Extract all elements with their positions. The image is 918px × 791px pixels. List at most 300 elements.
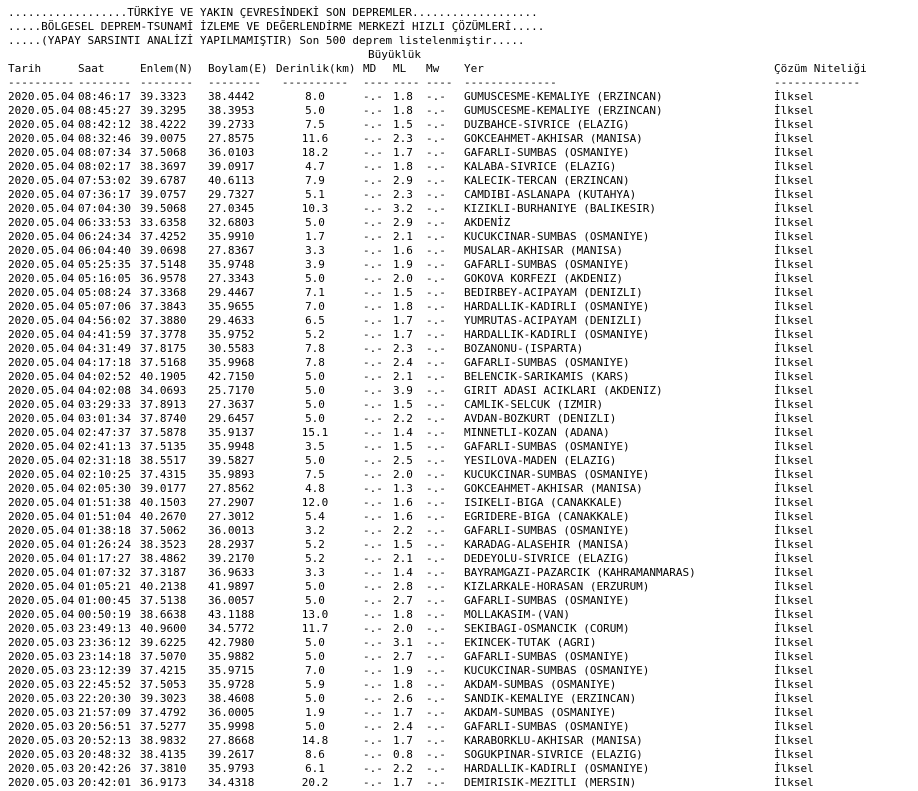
cell-enlem: 37.3810 — [140, 762, 187, 775]
cell-ml: 3.9 — [393, 384, 413, 397]
cell-md: -.- — [363, 412, 383, 425]
cell-enlem: 37.8913 — [140, 398, 187, 411]
cell-tarih: 2020.05.04 — [8, 370, 75, 383]
table-row — [8, 230, 918, 244]
cell-yer: HARDALLIK-KADIRLI (OSMANIYE) — [464, 328, 650, 341]
cell-ml: 1.5 — [393, 398, 413, 411]
cell-md: -.- — [363, 692, 383, 705]
col-yer: Yer — [464, 62, 484, 75]
cell-ml: 2.3 — [393, 342, 413, 355]
cell-mw: -.- — [426, 90, 446, 103]
cell-boylam: 27.3343 — [208, 272, 255, 285]
cell-tarih: 2020.05.04 — [8, 146, 75, 159]
cell-cozum: İlksel — [774, 580, 814, 593]
cell-yer: KUCUKCINAR-SUMBAS (OSMANIYE) — [464, 230, 650, 243]
cell-yer: SEKIBAGI-OSMANCIK (CORUM) — [464, 622, 630, 635]
cell-enlem: 37.3187 — [140, 566, 187, 579]
cell-mw: -.- — [426, 776, 446, 789]
cell-boylam: 35.9715 — [208, 664, 255, 677]
cell-yer: EGRIDERE-BIGA (CANAKKALE) — [464, 510, 630, 523]
cell-ml: 3.1 — [393, 636, 413, 649]
cell-md: -.- — [363, 510, 383, 523]
cell-ml: 2.9 — [393, 174, 413, 187]
cell-tarih: 2020.05.04 — [8, 272, 75, 285]
cell-enlem: 36.9173 — [140, 776, 187, 789]
cell-cozum: İlksel — [774, 426, 814, 439]
cell-tarih: 2020.05.03 — [8, 748, 75, 761]
cell-saat: 01:26:24 — [78, 538, 131, 551]
cell-mw: -.- — [426, 594, 446, 607]
col-saat: Saat — [78, 62, 105, 75]
cell-ml: 1.8 — [393, 104, 413, 117]
cell-ml: 2.1 — [393, 552, 413, 565]
cell-boylam: 30.5583 — [208, 342, 255, 355]
cell-yer: DUZBAHCE-SIVRICE (ELAZIG) — [464, 118, 630, 131]
sep-yer: -------------- — [464, 76, 557, 89]
cell-boylam: 35.9968 — [208, 356, 255, 369]
cell-mw: -.- — [426, 636, 446, 649]
cell-mw: -.- — [426, 398, 446, 411]
cell-enlem: 37.5068 — [140, 146, 187, 159]
cell-cozum: İlksel — [774, 146, 814, 159]
cell-ml: 1.8 — [393, 678, 413, 691]
cell-enlem: 38.9832 — [140, 734, 187, 747]
cell-enlem: 40.9600 — [140, 622, 187, 635]
cell-saat: 02:05:30 — [78, 482, 131, 495]
cell-derinlik: 3.9 — [305, 258, 325, 271]
cell-saat: 05:07:06 — [78, 300, 131, 313]
col-derinlik: Derinlik(km) — [276, 62, 356, 75]
cell-enlem: 33.6358 — [140, 216, 187, 229]
cell-yer: GUMUSCESME-KEMALIYE (ERZINCAN) — [464, 104, 663, 117]
col-enlem: Enlem(N) — [140, 62, 193, 75]
cell-ml: 1.5 — [393, 440, 413, 453]
cell-saat: 04:31:49 — [78, 342, 131, 355]
table-row — [8, 314, 918, 328]
cell-yer: KALECIK-TERCAN (ERZINCAN) — [464, 174, 630, 187]
cell-enlem: 39.0177 — [140, 482, 187, 495]
cell-ml: 2.6 — [393, 692, 413, 705]
cell-yer: MOLLAKASIM-(VAN) — [464, 608, 570, 621]
cell-md: -.- — [363, 244, 383, 257]
cell-enlem: 38.4862 — [140, 552, 187, 565]
cell-mw: -.- — [426, 174, 446, 187]
cell-saat: 01:38:18 — [78, 524, 131, 537]
cell-cozum: İlksel — [774, 356, 814, 369]
cell-tarih: 2020.05.04 — [8, 524, 75, 537]
cell-derinlik: 14.8 — [301, 734, 329, 747]
cell-mw: -.- — [426, 216, 446, 229]
cell-boylam: 36.0013 — [208, 524, 255, 537]
cell-derinlik: 10.3 — [301, 202, 329, 215]
cell-cozum: İlksel — [774, 510, 814, 523]
cell-yer: KUCUKCINAR-SUMBAS (OSMANIYE) — [464, 468, 650, 481]
cell-enlem: 39.3295 — [140, 104, 187, 117]
cell-md: -.- — [363, 664, 383, 677]
cell-cozum: İlksel — [774, 734, 814, 747]
cell-cozum: İlksel — [774, 300, 814, 313]
table-row — [8, 454, 918, 468]
cell-cozum: İlksel — [774, 440, 814, 453]
cell-enlem: 38.3697 — [140, 160, 187, 173]
cell-ml: 1.3 — [393, 482, 413, 495]
cell-mw: -.- — [426, 608, 446, 621]
cell-enlem: 38.3523 — [140, 538, 187, 551]
cell-tarih: 2020.05.04 — [8, 566, 75, 579]
cell-yer: AKDENİZ — [464, 216, 511, 229]
cell-ml: 1.5 — [393, 118, 413, 131]
cell-ml: 0.8 — [393, 748, 413, 761]
cell-enlem: 40.1503 — [140, 496, 187, 509]
cell-ml: 1.7 — [393, 776, 413, 789]
cell-enlem: 37.5135 — [140, 440, 187, 453]
cell-boylam: 35.9748 — [208, 258, 255, 271]
cell-saat: 02:10:25 — [78, 468, 131, 481]
cell-derinlik: 5.0 — [305, 454, 325, 467]
cell-md: -.- — [363, 580, 383, 593]
cell-yer: KALABA-SIVRICE (ELAZIG) — [464, 160, 617, 173]
cell-derinlik: 3.3 — [305, 244, 325, 257]
cell-derinlik: 11.6 — [301, 132, 329, 145]
cell-derinlik: 5.0 — [305, 594, 325, 607]
cell-tarih: 2020.05.04 — [8, 384, 75, 397]
cell-enlem: 39.0757 — [140, 188, 187, 201]
cell-md: -.- — [363, 384, 383, 397]
separator-row — [8, 76, 918, 90]
cell-yer: SANDIK-KEMALIYE (ERZINCAN) — [464, 692, 637, 705]
sep-enlem: -------- — [140, 76, 193, 89]
cell-yer: KIZIKLI-BURHANIYE (BALIKESIR) — [464, 202, 657, 215]
cell-yer: GOKCEAHMET-AKHISAR (MANISA) — [464, 482, 643, 495]
cell-tarih: 2020.05.04 — [8, 552, 75, 565]
cell-cozum: İlksel — [774, 286, 814, 299]
cell-derinlik: 13.0 — [301, 608, 329, 621]
cell-ml: 2.2 — [393, 762, 413, 775]
cell-ml: 2.3 — [393, 188, 413, 201]
cell-mw: -.- — [426, 454, 446, 467]
cell-enlem: 39.3323 — [140, 90, 187, 103]
cell-md: -.- — [363, 538, 383, 551]
cell-boylam: 28.2937 — [208, 538, 255, 551]
table-row — [8, 384, 918, 398]
cell-cozum: İlksel — [774, 244, 814, 257]
cell-yer: GOKOVA KORFEZI (AKDENIZ) — [464, 272, 623, 285]
cell-enlem: 37.4315 — [140, 468, 187, 481]
table-row — [8, 356, 918, 370]
cell-saat: 23:49:13 — [78, 622, 131, 635]
table-row — [8, 636, 918, 650]
cell-tarih: 2020.05.04 — [8, 398, 75, 411]
cell-enlem: 40.1905 — [140, 370, 187, 383]
table-row — [8, 440, 918, 454]
cell-ml: 2.2 — [393, 412, 413, 425]
cell-cozum: İlksel — [774, 230, 814, 243]
cell-md: -.- — [363, 636, 383, 649]
cell-saat: 01:05:21 — [78, 580, 131, 593]
cell-tarih: 2020.05.03 — [8, 678, 75, 691]
cell-md: -.- — [363, 328, 383, 341]
cell-ml: 2.8 — [393, 580, 413, 593]
cell-tarih: 2020.05.03 — [8, 692, 75, 705]
cell-cozum: İlksel — [774, 454, 814, 467]
cell-tarih: 2020.05.03 — [8, 720, 75, 733]
cell-tarih: 2020.05.04 — [8, 454, 75, 467]
cell-derinlik: 5.0 — [305, 636, 325, 649]
cell-yer: HARDALLIK-KADIRLI (OSMANIYE) — [464, 300, 650, 313]
cell-md: -.- — [363, 776, 383, 789]
cell-yer: KUCUKCINAR-SUMBAS (OSMANIYE) — [464, 664, 650, 677]
cell-ml: 2.4 — [393, 356, 413, 369]
cell-cozum: İlksel — [774, 524, 814, 537]
cell-saat: 08:07:34 — [78, 146, 131, 159]
cell-saat: 22:20:30 — [78, 692, 131, 705]
cell-md: -.- — [363, 356, 383, 369]
cell-saat: 04:02:52 — [78, 370, 131, 383]
cell-derinlik: 6.5 — [305, 314, 325, 327]
cell-cozum: İlksel — [774, 538, 814, 551]
cell-boylam: 34.5772 — [208, 622, 255, 635]
cell-saat: 01:00:45 — [78, 594, 131, 607]
cell-ml: 1.6 — [393, 496, 413, 509]
cell-enlem: 39.6787 — [140, 174, 187, 187]
cell-boylam: 40.6113 — [208, 174, 255, 187]
cell-tarih: 2020.05.04 — [8, 342, 75, 355]
cell-mw: -.- — [426, 650, 446, 663]
cell-yer: HARDALLIK-KADIRLI (OSMANIYE) — [464, 762, 650, 775]
cell-mw: -.- — [426, 272, 446, 285]
cell-md: -.- — [363, 762, 383, 775]
cell-derinlik: 4.7 — [305, 160, 325, 173]
cell-derinlik: 1.9 — [305, 706, 325, 719]
cell-ml: 1.4 — [393, 426, 413, 439]
cell-yer: GAFARLI-SUMBAS (OSMANIYE) — [464, 720, 630, 733]
cell-yer: AKDAM-SUMBAS (OSMANIYE) — [464, 706, 617, 719]
cell-tarih: 2020.05.04 — [8, 300, 75, 313]
cell-saat: 08:46:17 — [78, 90, 131, 103]
cell-tarih: 2020.05.03 — [8, 650, 75, 663]
cell-mw: -.- — [426, 370, 446, 383]
cell-derinlik: 1.7 — [305, 230, 325, 243]
cell-boylam: 38.4608 — [208, 692, 255, 705]
cell-tarih: 2020.05.03 — [8, 734, 75, 747]
sep-mw: ---- — [426, 76, 453, 89]
earthquake-rows — [8, 90, 918, 790]
cell-mw: -.- — [426, 720, 446, 733]
cell-mw: -.- — [426, 692, 446, 705]
table-row — [8, 608, 918, 622]
cell-enlem: 40.2138 — [140, 580, 187, 593]
cell-yer: BOZANONU-(ISPARTA) — [464, 342, 584, 355]
title-line-2: .....BÖLGESEL DEPREM-TSUNAMİ İZLEME VE DEĞERLENDİRME MERKEZİ HIZLI ÇÖZÜMLERİ..... — [8, 20, 545, 33]
cell-ml: 2.0 — [393, 468, 413, 481]
table-row — [8, 580, 918, 594]
cell-yer: BELENCIK-SARIKAMIS (KARS) — [464, 370, 630, 383]
cell-saat: 07:53:02 — [78, 174, 131, 187]
cell-tarih: 2020.05.04 — [8, 118, 75, 131]
cell-yer: AKDAM-SUMBAS (OSMANIYE) — [464, 678, 617, 691]
cell-tarih: 2020.05.03 — [8, 776, 75, 789]
cell-ml: 2.7 — [393, 594, 413, 607]
cell-mw: -.- — [426, 748, 446, 761]
cell-tarih: 2020.05.03 — [8, 762, 75, 775]
sep-tarih: ---------- — [8, 76, 75, 89]
cell-derinlik: 5.0 — [305, 216, 325, 229]
cell-tarih: 2020.05.04 — [8, 202, 75, 215]
table-row — [8, 468, 918, 482]
cell-derinlik: 5.0 — [305, 384, 325, 397]
cell-tarih: 2020.05.03 — [8, 636, 75, 649]
cell-cozum: İlksel — [774, 482, 814, 495]
cell-md: -.- — [363, 132, 383, 145]
cell-cozum: İlksel — [774, 468, 814, 481]
cell-md: -.- — [363, 468, 383, 481]
cell-ml: 2.0 — [393, 272, 413, 285]
cell-md: -.- — [363, 748, 383, 761]
cell-derinlik: 5.0 — [305, 720, 325, 733]
cell-md: -.- — [363, 398, 383, 411]
cell-boylam: 27.8562 — [208, 482, 255, 495]
cell-md: -.- — [363, 104, 383, 117]
cell-md: -.- — [363, 440, 383, 453]
table-row — [8, 188, 918, 202]
cell-ml: 1.8 — [393, 608, 413, 621]
cell-md: -.- — [363, 314, 383, 327]
cell-saat: 07:36:17 — [78, 188, 131, 201]
cell-cozum: İlksel — [774, 188, 814, 201]
cell-derinlik: 3.5 — [305, 440, 325, 453]
cell-enlem: 37.5053 — [140, 678, 187, 691]
cell-ml: 2.0 — [393, 622, 413, 635]
cell-md: -.- — [363, 566, 383, 579]
cell-boylam: 41.9897 — [208, 580, 255, 593]
cell-boylam: 35.9752 — [208, 328, 255, 341]
table-row — [8, 664, 918, 678]
cell-mw: -.- — [426, 314, 446, 327]
cell-saat: 20:42:01 — [78, 776, 131, 789]
cell-cozum: İlksel — [774, 762, 814, 775]
cell-ml: 1.7 — [393, 146, 413, 159]
cell-yer: YUMRUTAS-ACIPAYAM (DENIZLI) — [464, 314, 643, 327]
cell-tarih: 2020.05.03 — [8, 706, 75, 719]
cell-md: -.- — [363, 608, 383, 621]
cell-mw: -.- — [426, 538, 446, 551]
cell-saat: 08:32:46 — [78, 132, 131, 145]
cell-saat: 06:24:34 — [78, 230, 131, 243]
cell-ml: 2.5 — [393, 454, 413, 467]
cell-derinlik: 20.2 — [301, 776, 329, 789]
cell-boylam: 27.8367 — [208, 244, 255, 257]
cell-derinlik: 7.5 — [305, 118, 325, 131]
table-row — [8, 370, 918, 384]
cell-yer: GAFARLI-SUMBAS (OSMANIYE) — [464, 650, 630, 663]
cell-cozum: İlksel — [774, 706, 814, 719]
table-row — [8, 174, 918, 188]
cell-mw: -.- — [426, 678, 446, 691]
cell-yer: GAFARLI-SUMBAS (OSMANIYE) — [464, 524, 630, 537]
cell-derinlik: 5.2 — [305, 328, 325, 341]
table-row — [8, 132, 918, 146]
cell-cozum: İlksel — [774, 342, 814, 355]
cell-derinlik: 5.0 — [305, 398, 325, 411]
cell-ml: 2.3 — [393, 132, 413, 145]
cell-md: -.- — [363, 552, 383, 565]
cell-boylam: 42.7980 — [208, 636, 255, 649]
table-row — [8, 104, 918, 118]
cell-saat: 04:17:18 — [78, 356, 131, 369]
cell-md: -.- — [363, 188, 383, 201]
cell-md: -.- — [363, 734, 383, 747]
cell-derinlik: 7.0 — [305, 664, 325, 677]
cell-cozum: İlksel — [774, 776, 814, 789]
cell-cozum: İlksel — [774, 566, 814, 579]
cell-enlem: 37.4792 — [140, 706, 187, 719]
cell-saat: 04:56:02 — [78, 314, 131, 327]
sep-derinlik: ---------- — [281, 76, 349, 89]
cell-mw: -.- — [426, 524, 446, 537]
cell-saat: 23:14:18 — [78, 650, 131, 663]
cell-yer: KARABORKLU-AKHISAR (MANISA) — [464, 734, 643, 747]
table-row — [8, 720, 918, 734]
cell-saat: 20:42:26 — [78, 762, 131, 775]
cell-enlem: 38.4222 — [140, 118, 187, 131]
cell-saat: 21:57:09 — [78, 706, 131, 719]
cell-mw: -.- — [426, 440, 446, 453]
cell-saat: 03:01:34 — [78, 412, 131, 425]
cell-yer: GOKCEAHMET-AKHISAR (MANISA) — [464, 132, 643, 145]
cell-mw: -.- — [426, 118, 446, 131]
cell-cozum: İlksel — [774, 160, 814, 173]
cell-ml: 1.5 — [393, 538, 413, 551]
cell-md: -.- — [363, 622, 383, 635]
cell-saat: 01:17:27 — [78, 552, 131, 565]
cell-cozum: İlksel — [774, 104, 814, 117]
cell-derinlik: 5.0 — [305, 412, 325, 425]
cell-derinlik: 5.9 — [305, 678, 325, 691]
cell-enlem: 39.6225 — [140, 636, 187, 649]
table-row — [8, 398, 918, 412]
cell-derinlik: 7.1 — [305, 286, 325, 299]
cell-boylam: 35.9728 — [208, 678, 255, 691]
cell-mw: -.- — [426, 482, 446, 495]
cell-yer: DEMIRISIK-MEZITLI (MERSIN) — [464, 776, 637, 789]
cell-derinlik: 3.3 — [305, 566, 325, 579]
cell-boylam: 35.9948 — [208, 440, 255, 453]
cell-yer: MUSALAR-AKHISAR (MANISA) — [464, 244, 623, 257]
cell-saat: 20:52:13 — [78, 734, 131, 747]
table-row — [8, 748, 918, 762]
cell-cozum: İlksel — [774, 720, 814, 733]
table-row — [8, 426, 918, 440]
cell-tarih: 2020.05.04 — [8, 356, 75, 369]
table-row — [8, 342, 918, 356]
table-row — [8, 566, 918, 580]
cell-derinlik: 7.5 — [305, 468, 325, 481]
cell-md: -.- — [363, 216, 383, 229]
cell-enlem: 37.5277 — [140, 720, 187, 733]
cell-enlem: 37.3880 — [140, 314, 187, 327]
cell-boylam: 39.2170 — [208, 552, 255, 565]
cell-ml: 1.8 — [393, 160, 413, 173]
cell-saat: 08:42:12 — [78, 118, 131, 131]
cell-tarih: 2020.05.04 — [8, 594, 75, 607]
cell-tarih: 2020.05.03 — [8, 622, 75, 635]
cell-enlem: 37.4252 — [140, 230, 187, 243]
table-row — [8, 216, 918, 230]
table-row — [8, 594, 918, 608]
cell-yer: GAFARLI-SUMBAS (OSMANIYE) — [464, 594, 630, 607]
cell-enlem: 37.5168 — [140, 356, 187, 369]
cell-ml: 1.5 — [393, 286, 413, 299]
